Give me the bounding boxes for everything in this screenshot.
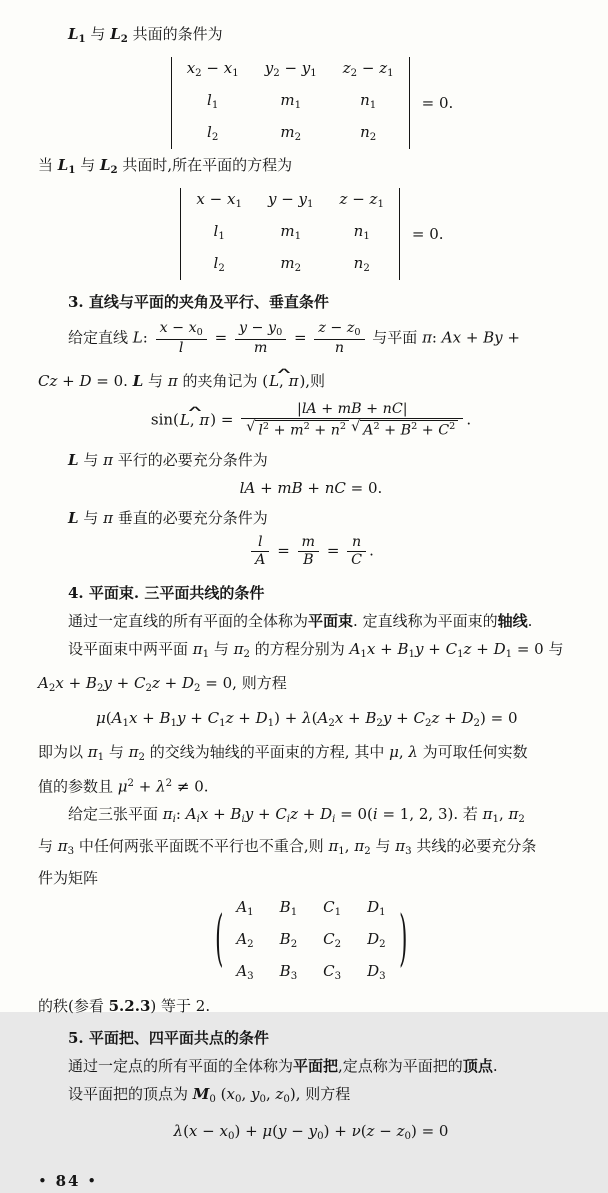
line-rank: 的秩(参看 5.2.3) 等于 2. [38, 997, 211, 1016]
matrix-row [174, 119, 407, 151]
matrix-body [183, 186, 397, 282]
determinant-coplanar [169, 55, 412, 151]
matrix-bracket-left: ( [214, 904, 224, 977]
para-three-planes-3: 件为矩阵 [38, 869, 99, 888]
equals-zero-2: = 0. [411, 225, 444, 244]
matrix-cell: $D_1$ [367, 898, 386, 919]
matrix-cell: $C_3$ [323, 962, 342, 983]
para-pencil-note-2: 值的参数且 $\mu^2 + \lambda^2 \ne 0$. [38, 777, 209, 796]
formula-parallel: lA + mB + nC = 0. [239, 479, 383, 498]
matrix-cell: $n_1$ [353, 222, 370, 243]
para-three-planes-1: 给定三张平面 $\pi_i$: $A_ix + B_iy + C_iz + D_i = 0(i = 1$, 2, 3). 若 $\pi_1$, $\pi_2$ [68, 805, 525, 826]
matrix-three-planes-group [38, 894, 584, 990]
determinant-coplanar-group [38, 55, 584, 151]
matrix-cell: $n_1$ [360, 91, 377, 112]
heading-section-5: 5. 平面把、四平面共点的条件 [68, 1029, 269, 1048]
matrix-row [223, 926, 398, 958]
matrix-row [223, 894, 398, 926]
matrix-cell: $m_1$ [280, 91, 302, 112]
equals-zero-1: = 0. [421, 94, 454, 113]
matrix-body [223, 894, 398, 990]
matrix-cell: $m_2$ [280, 123, 302, 144]
matrix-row [174, 87, 407, 119]
matrix-three-planes [216, 894, 407, 990]
matrix-cell: $n_2$ [360, 123, 377, 144]
matrix-cell: $x_2 - x_1$ [186, 59, 239, 80]
matrix-row [183, 250, 397, 282]
heading-section-3: 3. 直线与平面的夹角及平行、垂直条件 [68, 293, 329, 312]
matrix-row [183, 218, 397, 250]
para-line-plane-2: Cz + D = 0. L 与 π 的夹角记为 (∧ L, π),则 [38, 369, 584, 393]
matrix-cell: $y - y_1$ [267, 190, 314, 211]
matrix-cell: $B_3$ [279, 962, 298, 983]
matrix-body [174, 55, 407, 151]
matrix-cell: $C_1$ [323, 898, 342, 919]
matrix-bracket-left [171, 57, 172, 149]
para-three-planes-2: 与 $\pi_3$ 中任何两张平面既不平行也不重合,则 $\pi_1$, $\pi_2$ 与 $\pi_3$ 共线的必要充分条 [38, 837, 537, 858]
matrix-cell: $A_2$ [236, 930, 254, 951]
matrix-cell: $B_1$ [279, 898, 298, 919]
matrix-row [183, 186, 397, 218]
para-pencil-equations-1: 设平面束中两平面 $\pi_1$ 与 $\pi_2$ 的方程分别为 $A_1x + B_1y + C_1z + D_1 = 0$ 与 [68, 640, 564, 661]
formula-sin-angle: sin(∧ L, π) = |lA + mB + nC| √ $l^2 + m^2 + n^2$ √ $A^2 + B^2 + C^2$ . [38, 401, 584, 440]
matrix-bracket-right [409, 57, 410, 149]
para-pencil-note-1: 即为以 $\pi_1$ 与 $\pi_2$ 的交线为轴线的平面束的方程, 其中 μ, λ 为可取任何实数 [38, 742, 528, 763]
formula-pencil: $\mu(A_1x + B_1y + C_1z + D_1) + \lambda(A_2x + B_2y + C_2z + D_2) = 0$ [96, 708, 518, 729]
matrix-cell: $l_1$ [207, 91, 219, 112]
para-bundle-vertex: 设平面把的顶点为 $M_0$ ($x_0$, $y_0$, $z_0$), 则方程 [68, 1085, 351, 1106]
matrix-bracket-right [399, 188, 400, 280]
matrix-cell: $m_1$ [280, 222, 302, 243]
para-bundle-definition: 通过一定点的所有平面的全体称为平面把,定点称为平面把的顶点. [68, 1057, 498, 1076]
formula-perpendicular: $\frac{l}{A}$ = $\frac{m}{B}$ = $\frac{n}{C}$ . [38, 534, 584, 569]
matrix-cell: $l_1$ [213, 222, 225, 243]
matrix-cell: $l_2$ [207, 123, 219, 144]
heading-section-4: 4. 平面束. 三平面共线的条件 [68, 584, 265, 603]
determinant-plane-equation-group [38, 186, 584, 282]
matrix-cell: $m_2$ [280, 254, 302, 275]
line-coplanar-intro: $L_1$ 与 $L_2$ 共面的条件为 [68, 25, 223, 46]
matrix-cell: $D_3$ [367, 962, 386, 983]
matrix-cell: $z - z_1$ [339, 190, 384, 211]
matrix-bracket-left [180, 188, 181, 280]
page-number: • 84 • [38, 1171, 99, 1190]
matrix-bracket-right: ) [398, 904, 408, 977]
matrix-cell: $l_2$ [213, 254, 225, 275]
matrix-cell: $n_2$ [353, 254, 370, 275]
para-pencil-definition: 通过一定直线的所有平面的全体称为平面束. 定直线称为平面束的轴线. [68, 612, 533, 631]
line-perpendicular-condition: L 与 π 垂直的必要充分条件为 [68, 509, 268, 528]
formula-bundle: $\lambda(x - x_0) + \mu(y - y_0) + \nu(z - z_0) = 0$ [173, 1121, 449, 1142]
matrix-cell: $y_2 - y_1$ [264, 59, 317, 80]
line-parallel-condition: L 与 π 平行的必要充分条件为 [68, 451, 268, 470]
matrix-cell: $z_2 - z_1$ [342, 59, 394, 80]
matrix-cell: $B_2$ [279, 930, 298, 951]
para-line-plane-1: 给定直线 L: $\frac{x - x_0}{l}$ = $\frac{y - y_0}{m}$ = $\frac{z - z_0}{n}$ 与平面 π: Ax + By + [68, 320, 520, 356]
matrix-cell: $A_3$ [236, 962, 254, 983]
matrix-cell: $D_2$ [367, 930, 386, 951]
line-when-coplanar: 当 $L_1$ 与 $L_2$ 共面时,所在平面的方程为 [38, 156, 293, 177]
matrix-cell: $C_2$ [323, 930, 342, 951]
determinant-plane-equation [178, 186, 402, 282]
matrix-cell: $x - x_1$ [196, 190, 242, 211]
matrix-row [174, 55, 407, 87]
matrix-cell: $A_1$ [236, 898, 254, 919]
para-pencil-equations-2: $A_2x + B_2y + C_2z + D_2 = 0$, 则方程 [38, 674, 287, 695]
matrix-row [223, 958, 398, 990]
